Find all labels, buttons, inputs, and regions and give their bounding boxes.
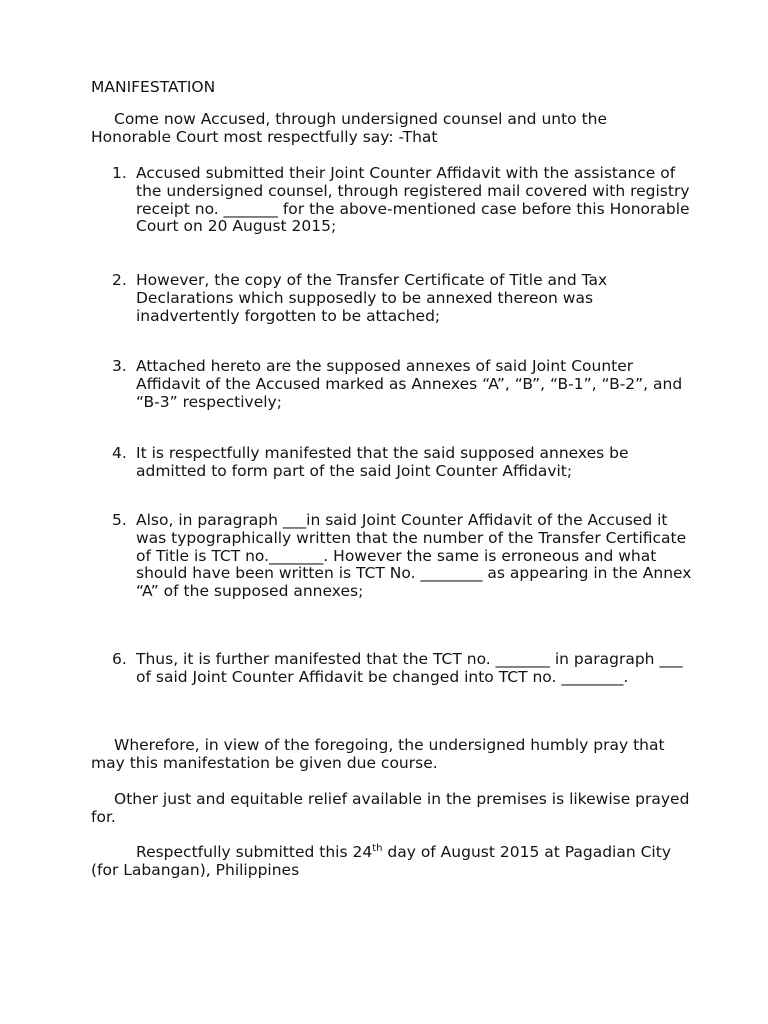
relief-text: Other just and equitable relief available in the premises is likewise prayed for. [91, 790, 690, 826]
submission-lead: Respectfully submitted this 24 [136, 843, 373, 861]
item-number: 2. [112, 271, 127, 289]
list-item [112, 651, 692, 687]
list-item [112, 272, 692, 325]
submission-tail: day of August 2015 at Pagadian City (for Labangan), Philippines [91, 843, 671, 879]
item-text: Also, in paragraph ___in said Joint Counter Affidavit of the Accused it was typographically written that the number of the Transfer Certificate of Title is TCT no._______. However the same is erroneous and what should have been written is TCT No. ________ as appearing in the Annex “A” of the supposed annexes; [136, 511, 692, 601]
intro-text: Come now Accused, through undersigned counsel and unto the Honorable Court most respectfully say: -That [91, 110, 608, 146]
item-text: It is respectfully manifested that the said supposed annexes be admitted to form part of the said Joint Counter Affidavit; [136, 444, 629, 480]
prayer-paragraph [91, 737, 691, 773]
list-item [112, 165, 692, 236]
item-number: 3. [112, 357, 127, 375]
intro-paragraph [91, 111, 691, 147]
item-text: However, the copy of the Transfer Certificate of Title and Tax Declarations which supposedly to be annexed thereon was inadvertently forgotten to be attached; [136, 271, 608, 325]
list-item [112, 358, 692, 411]
item-number: 4. [112, 444, 127, 462]
item-number: 1. [112, 164, 127, 182]
ordinal-suffix: th [372, 842, 383, 854]
submission-paragraph [91, 844, 691, 880]
prayer-text: Wherefore, in view of the foregoing, the undersigned humbly pray that may this manifestation be given due course. [91, 736, 665, 772]
item-number: 6. [112, 650, 127, 668]
document-title: MANIFESTATION [91, 78, 216, 96]
item-text: Accused submitted their Joint Counter Affidavit with the assistance of the undersigned counsel, through registered mail covered with registry receipt no. _______ for the above-mentioned case before this Honorable Court on 20 August 2015; [136, 164, 690, 236]
list-item [112, 512, 692, 601]
list-item [112, 445, 692, 481]
relief-paragraph [91, 791, 691, 827]
item-text: Attached hereto are the supposed annexes of said Joint Counter Affidavit of the Accused marked as Annexes “A”, “B”, “B-1”, “B-2”, and “B-3” respectively; [136, 357, 683, 411]
item-text: Thus, it is further manifested that the TCT no. _______ in paragraph ___ of said Joint Counter Affidavit be changed into TCT no. ________. [136, 650, 683, 686]
item-number: 5. [112, 511, 127, 529]
